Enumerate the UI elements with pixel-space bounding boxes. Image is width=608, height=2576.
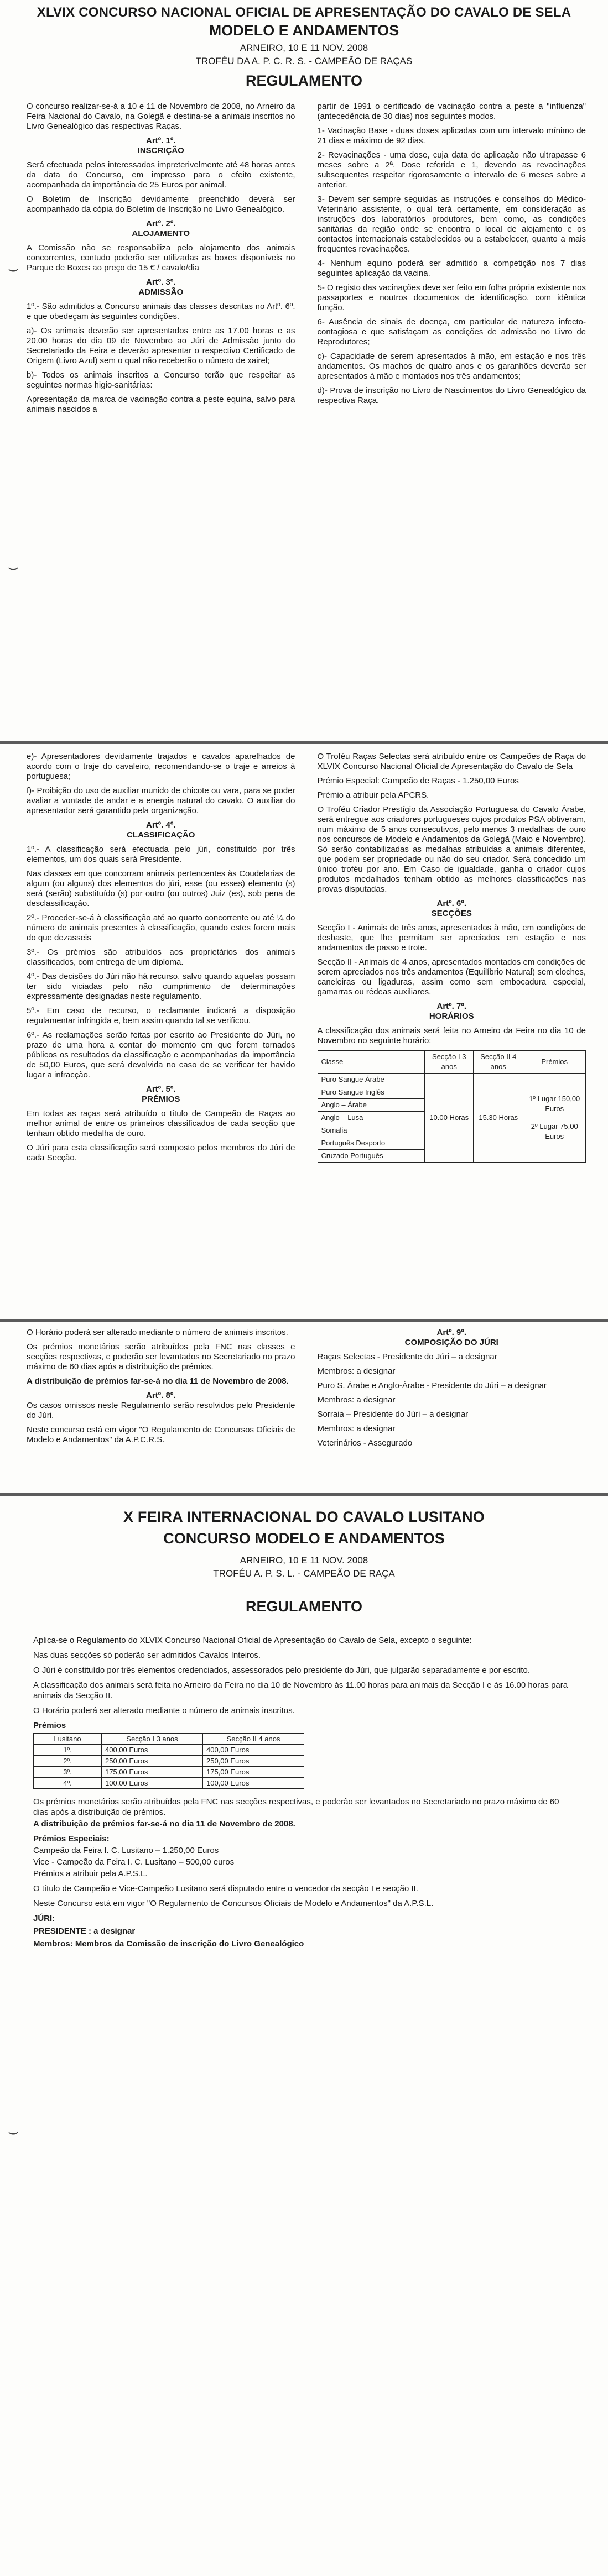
schedule-row-class: Anglo – Lusa [318, 1112, 425, 1124]
paragraph: Os prémios monetários serão atribuídos pela FNC nas secções respectivas, e poderão ser levantados no Secretariado no prazo máximo de 60 dias após a distribuição de prémios. [33, 1797, 559, 1817]
prizes-header-section2: Secção II 4 anos [203, 1734, 304, 1745]
article-number: Artº. 7º. [436, 1002, 466, 1011]
article-number: Artº. 2º. [146, 219, 176, 228]
binding-mark: ⌣ [8, 260, 19, 278]
paragraph: Será efectuada pelos interessados impreterivelmente até 48 horas antes da data do Concurso, em impresso para o efeito existente, acompanhada da importância de 25 Euros por animal. [27, 160, 295, 190]
fair-place-date: ARNEIRO, 10 E 11 NOV. 2008 [240, 1555, 368, 1566]
paragraph: Os prémios monetários serão atribuídos pela FNC nas classes e secções respectivas, e poderão ser levantados no Secretariado no prazo máximo de 60 dias após a distribuição de prémios. [27, 1342, 295, 1371]
paragraph: 3º.- Os prémios são atribuídos aos proprietários dos animais classificados, com entrega de um diploma. [27, 947, 295, 967]
section3-right-column [318, 1328, 586, 1453]
prize-first: 1º Lugar 150,00 Euros [529, 1095, 580, 1113]
page-section-2 [0, 744, 608, 1319]
paragraph: 4º.- Das decisões do Júri não há recurso, salvo quando aquelas possam ter sido viciadas pelo não cumprimento de determinações expressamente designadas neste regulamento. [27, 972, 295, 1001]
paragraph: partir de 1991 o certificado de vacinação contra a peste a "influenza" (antecedência de 30 dias) nos seguintes modos. [317, 102, 586, 121]
prizes-place: 4º. [34, 1778, 102, 1789]
paragraph: 3- Devem ser sempre seguidas as instruções e conselhos do Médico-Veterinário assistente, o qual terá certamente, em consideração as instruções dos laboratórios produtores, bem como, as condições sanitárias da região onde se encontra o local de alojamento e os contactos internacionais estabelecidos ou a estabelecer, quanto a mais frequentes revacinações. [317, 195, 586, 254]
article-title: ALOJAMENTO [132, 229, 190, 238]
prizes-amount: 400,00 Euros [203, 1745, 304, 1756]
schedule-row-class: Puro Sangue Inglês [318, 1086, 425, 1099]
paragraph: O Júri é constituído por três elementos credenciados, assessorados pelo presidente do Júri, que julgarão separadamente e por escrito. [33, 1666, 531, 1675]
paragraph: Em todas as raças será atribuído o título de Campeão de Raças ao melhor animal de entre os primeiros classificados de cada secção que tenham obtido medalha de ouro. [27, 1109, 295, 1138]
special-prizes-label: Prémios Especiais: [33, 1834, 110, 1844]
paragraph: 6- Ausência de sinais de doença, em particular de natureza infecto-contagiosa e que satisfaçam as condições de admissão no Livro de Reprodutores; [317, 317, 586, 347]
paragraph: Puro S. Árabe e Anglo-Árabe - Presidente do Júri – a designar [317, 1381, 547, 1390]
jury-members: Membros: Membros da Comissão de inscrição do Livro Genealógico [33, 1939, 304, 1949]
fair-subtitle: CONCURSO MODELO E ANDAMENTOS [163, 1530, 445, 1547]
fair-title: X FEIRA INTERNACIONAL DO CAVALO LUSITANO [123, 1509, 485, 1525]
paragraph: O concurso realizar-se-á a 10 e 11 de Novembro de 2008, no Arneiro da Feira Nacional do Cavalo, na Golegã e destina-se a animais inscritos no Livro Genealógico das respectivas Raças. [27, 102, 295, 131]
paragraph: Membros: a designar [317, 1395, 396, 1405]
paragraph: Sorraia – Presidente do Júri – a designar [317, 1410, 469, 1419]
prizes-amount: 400,00 Euros [102, 1745, 203, 1756]
prizes-table [33, 1733, 304, 1789]
binding-mark: ⌣ [8, 2123, 19, 2141]
prizes-amount: 100,00 Euros [203, 1778, 304, 1789]
paragraph: f)- Proibição do uso de auxiliar munido de chicote ou vara, para se poder avaliar a vontade de andar e a energia natural do cavalo. O auxiliar do apresentador será garantido pela organização. [27, 786, 295, 815]
paragraph: 4- Nenhum equino poderá ser admitido a competição nos 7 dias seguintes aplicação da vacina. [317, 259, 586, 278]
paragraph: Neste Concurso está em vigor "O Regulamento de Concursos Oficiais de Modelo e Andamentos" da A.P.S.L. [33, 1899, 434, 1908]
contest-subtitle: MODELO E ANDAMENTOS [209, 22, 399, 39]
article-number: Artº. 3º. [146, 278, 176, 287]
paragraph: 1º.- A classificação será efectuada pelo júri, constituído por três elementos, um dos quais será Presidente. [27, 845, 295, 864]
paragraph: O Boletim de Inscrição devidamente preenchido deverá ser acompanhado da cópia do Boletim de Inscrição no Livro Genealógico. [27, 195, 295, 214]
section2-left-column [27, 752, 295, 1167]
paragraph: A classificação dos animais será feita no Arneiro da Feira no dia 10 de Novembro no seguinte horário: [317, 1026, 586, 1045]
paragraph: b)- Todos os animais inscritos a Concurso terão que respeitar as seguintes normas higio-sanitárias: [27, 370, 295, 390]
prizes-label: Prémios [33, 1721, 66, 1730]
prizes-place: 3º. [34, 1767, 102, 1778]
prizes-place: 2º. [34, 1756, 102, 1767]
paragraph: Prémio a atribuir pela APCRS. [317, 790, 429, 800]
section1-right-column [318, 102, 586, 419]
paragraph: Apresentação da marca de vacinação contra a peste equina, salvo para animais nascidos a [27, 395, 295, 414]
schedule-table [318, 1050, 586, 1163]
article-title: HORÁRIOS [429, 1012, 474, 1021]
article-title: SECÇÕES [431, 909, 472, 918]
fair-regulation-heading: REGULAMENTO [245, 1598, 362, 1615]
section1-left-column [27, 102, 295, 419]
paragraph: d)- Prova de inscrição no Livro de Nascimentos do Livro Genealógico da respectiva Raça. [317, 386, 586, 405]
paragraph: 1- Vacinação Base - duas doses aplicadas com um intervalo mínimo de 21 dias e máximo de 92 dias. [317, 126, 586, 145]
bold-paragraph: A distribuição de prémios far-se-á no dia 11 de Novembro de 2008. [27, 1376, 289, 1386]
paragraph: Raças Selectas - Presidente do Júri – a designar [317, 1352, 497, 1362]
article-title: INSCRIÇÃO [137, 146, 184, 155]
binding-mark: ⌣ [8, 558, 19, 577]
paragraph: a)- Os animais deverão ser apresentados entre as 17.00 horas e as 20.00 horas do dia 09 de Novembro ao Júri de Admissão junto do Secretariado da Feira e deverão apresentar o respectivo Certificado de Origem (Livro Azul) sem o qual não receberão o número de xairel; [27, 326, 295, 365]
jury-president: PRESIDENTE : a designar [33, 1926, 136, 1936]
page-section-4 [0, 1496, 608, 2576]
prizes-amount: 250,00 Euros [203, 1756, 304, 1767]
fair-trophy: TROFÉU A. P. S. L. - CAMPEÃO DE RAÇA [213, 1568, 395, 1579]
section3-left-column [27, 1328, 295, 1453]
article-number: Artº. 6º. [436, 899, 466, 908]
paragraph: Os casos omissos neste Regulamento serão resolvidos pelo Presidente do Júri. [27, 1401, 295, 1420]
prizes-amount: 175,00 Euros [203, 1767, 304, 1778]
paragraph: Membros: a designar [317, 1366, 396, 1376]
schedule-time-section2: 15.30 Horas [474, 1074, 523, 1163]
paragraph: O Troféu Criador Prestígio da Associação Portuguesa do Cavalo Árabe, será entregue aos criadores portugueses cujos produtos PSA obtiveram, num máximo de 5 anos consecutivos, pelo menos 3 medalhas de ouro nos concursos de Modelo e Andamentos da Golegã (Maio e Novembro). Só serão contabilizadas as medalhas atribuídas a animais diferentes, que podem ser propriedade ou não do seu criador. Será concedido um único troféu por ano. Em Caso de igualdade, ganha o criador cujos produtos medalhados tenham obtido as melhores classificações nas provas disputadas. [317, 805, 586, 894]
article-title: COMPOSIÇÃO DO JÚRI [404, 1338, 498, 1347]
prizes-amount: 250,00 Euros [102, 1756, 203, 1767]
article-title: CLASSIFICAÇÃO [127, 830, 195, 840]
paragraph: Membros: a designar [317, 1424, 396, 1433]
schedule-row-class: Português Desporto [318, 1137, 425, 1150]
schedule-header-prizes: Prémios [523, 1051, 586, 1074]
paragraph: 2- Revacinações - uma dose, cuja data de aplicação não ultrapasse 6 meses sobre a 2ª. Dose referida e 1, devendo as revacinações subsequentes respeitar rigorosamente o intervalo de 6 meses sobre a anterior. [317, 150, 586, 190]
article-number: Artº. 5º. [146, 1085, 176, 1094]
article-number: Artº. 8º. [146, 1391, 176, 1400]
paragraph: 2º.- Proceder-se-á à classificação até ao quarto concorrente ou até ¼ do número de animais presentes à classificação, quando estes forem mais do que dezasseis [27, 913, 295, 943]
article-number: Artº. 1º. [146, 136, 176, 145]
schedule-time-section1: 10.00 Horas [425, 1074, 474, 1163]
paragraph: 5- O registo das vacinações deve ser feito em folha própria existente nos passaportes e noutros documentos de identificação, com idêntica função. [317, 283, 586, 312]
schedule-header-class: Classe [318, 1051, 425, 1074]
paragraph: e)- Apresentadores devidamente trajados e cavalos aparelhados de acordo com o traje do cavaleiro, recomendando-se o traje e arreios à portuguesa; [27, 752, 295, 781]
paragraph: 6º.- As reclamações serão feitas por escrito ao Presidente do Júri, no prazo de uma hora a contar do momento em que forem tornados públicos os resultados da classificação e acompanhadas da importância de 50,00 Euros, que será devolvida no caso de se verificar ter havido lugar a infracção. [27, 1030, 295, 1080]
paragraph: 1º.- São admitidos a Concurso animais das classes descritas no Artº. 6º. e que obedeçam às seguintes condições. [27, 302, 295, 321]
jury-label: JÚRI: [33, 1914, 55, 1923]
article-number: Artº. 4º. [146, 820, 176, 830]
schedule-row-class: Puro Sangue Árabe [318, 1074, 425, 1086]
paragraph: Neste concurso está em vigor "O Regulamento de Concursos Oficiais de Modelo e Andamentos" da A.P.C.R.S. [27, 1425, 295, 1444]
article-title: ADMISSÃO [138, 287, 184, 297]
schedule-prizes [523, 1074, 586, 1163]
paragraph: Nas classes em que concorram animais pertencentes às Coudelarias de algum (ou alguns) dos elementos do júri, esse (ou esses) elemento (s) será (serão) substituído (s) por outro (ou outros) Juiz (es), sob pena de desclassificação. [27, 869, 295, 908]
special-prize: Vice - Campeão da Feira I. C. Lusitano – 500,00 euros [33, 1857, 235, 1867]
paragraph: O título de Campeão e Vice-Campeão Lusitano será disputado entre o vencedor da secção I e secção II. [33, 1884, 418, 1893]
prizes-place: 1º. [34, 1745, 102, 1756]
paragraph: 5º.- Em caso de recurso, o reclamante indicará a disposição regulamentar infringida e, bem assim quando tal se verificou. [27, 1006, 295, 1025]
schedule-row-class: Anglo – Árabe [318, 1099, 425, 1112]
prizes-header-breed: Lusitano [34, 1734, 102, 1745]
contest-title: XLVIX CONCURSO NACIONAL OFICIAL DE APRESENTAÇÃO DO CAVALO DE SELA [37, 5, 571, 20]
paragraph: Prémio Especial: Campeão de Raças - 1.250,00 Euros [317, 776, 519, 786]
paragraph: O Troféu Raças Selectas será atribuído entre os Campeões de Raça do XLVIX Concurso Nacional Oficial de Apresentação do Cavalo de Sela [317, 752, 586, 771]
schedule-header-section1: Secção I 3 anos [425, 1051, 474, 1074]
prizes-amount: 175,00 Euros [102, 1767, 203, 1778]
page-section-1 [0, 0, 608, 741]
special-prize: Campeão da Feira I. C. Lusitano – 1.250,00 Euros [33, 1846, 219, 1855]
section2-right-column [318, 752, 586, 1167]
prize-distribution-date: A distribuição de prémios far-se-á no dia 11 de Novembro de 2008. [33, 1819, 295, 1829]
fair-regulation-body [0, 1635, 608, 1949]
article-number: Artº. 9º. [436, 1328, 466, 1337]
paragraph: Aplica-se o Regulamento do XLVIX Concurso Nacional Oficial de Apresentação do Cavalo de Sela, excepto o seguinte: [33, 1636, 472, 1645]
schedule-header-section2: Secção II 4 anos [474, 1051, 523, 1074]
paragraph: O Júri para esta classificação será composto pelos membros do Júri de cada Secção. [27, 1143, 295, 1163]
prizes-header-section1: Secção I 3 anos [102, 1734, 203, 1745]
paragraph: c)- Capacidade de serem apresentados à mão, em estação e nos três andamentos. Os machos de quatro anos e os garanhões deverão ser apresentados à mão e montados nos três andamentos; [317, 352, 586, 381]
paragraph: A classificação dos animais será feita no Arneiro da Feira no dia 10 de Novembro às 11.00 horas para animais da Secção I e às 16.00 horas para animais da Secção II. [33, 1680, 568, 1700]
paragraph: O Horário poderá ser alterado mediante o número de animais inscritos. [27, 1328, 288, 1337]
paragraph: Nas duas secções só poderão ser admitidos Cavalos Inteiros. [33, 1651, 261, 1660]
prize-second: 2º Lugar 75,00 Euros [531, 1122, 578, 1140]
paragraph: A Comissão não se responsabiliza pelo alojamento dos animais concorrentes, contudo poderão ser utilizadas as boxes disponíveis no Parque de Boxes ao preço de 15 € / cavalo/dia [27, 243, 295, 273]
paragraph: O Horário poderá ser alterado mediante o número de animais inscritos. [33, 1706, 295, 1715]
contest-place-date: ARNEIRO, 10 E 11 NOV. 2008 [240, 43, 368, 53]
prizes-amount: 100,00 Euros [102, 1778, 203, 1789]
schedule-row-class: Cruzado Português [318, 1150, 425, 1163]
paragraph: Secção I - Animais de três anos, apresentados à mão, em condições de desbaste, que lhe permitam ser apreciados em estação e nos andamentos de passo e trote. [317, 923, 586, 952]
paragraph: Secção II - Animais de 4 anos, apresentados montados em condições de serem apreciados nos três andamentos (Equilíbrio Natural) sem cloches, caneleiras ou ligaduras, assim como sem embocadura especial, gamarras ou rédeas auxiliares. [317, 957, 586, 997]
page-section-3 [0, 1322, 608, 1493]
contest-trophy: TROFÉU DA A. P. C. R. S. - CAMPEÃO DE RAÇAS [195, 56, 413, 66]
regulation-heading: REGULAMENTO [245, 72, 362, 89]
special-prize-note: Prémios a atribuir pela A.P.S.L. [33, 1869, 148, 1878]
paragraph: Veterinários - Assegurado [317, 1438, 413, 1448]
article-title: PRÉMIOS [142, 1095, 180, 1104]
schedule-row-class: Somalia [318, 1124, 425, 1137]
